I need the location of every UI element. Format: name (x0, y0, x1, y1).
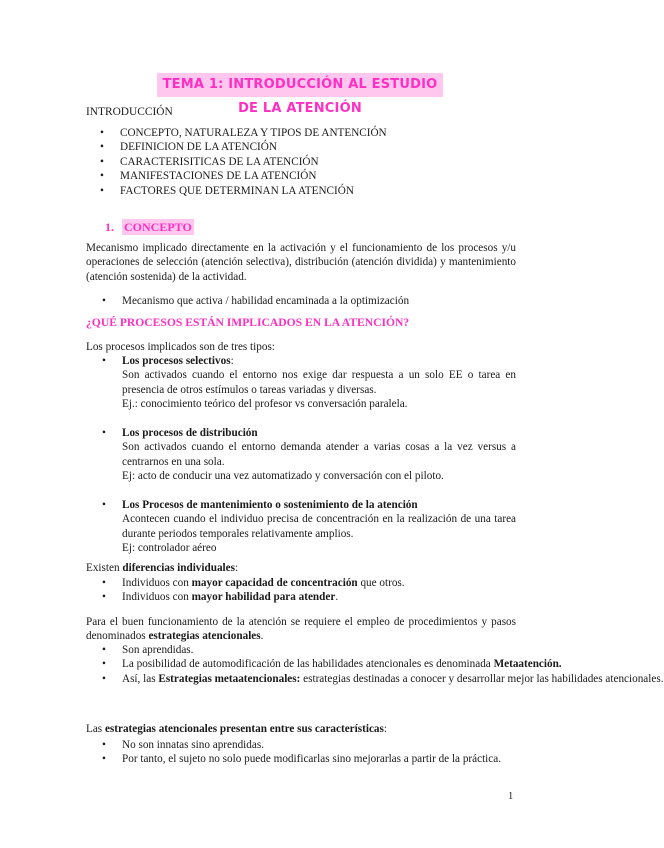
toc-item: • FACTORES QUE DETERMINAN LA ATENCIÓN (100, 184, 387, 198)
process-body: Acontecen cuando el individuo precisa de concentración en la realización de una tarea durante periodos temporales relativamente amplios. (122, 513, 516, 540)
individual-differences-intro: Existen diferencias individuales: (86, 562, 239, 574)
concept-paragraph: Mecanismo implicado directamente en la activación y el funcionamiento de los procesos y/u operaciones de selección (atención selectiva), distribución (atención dividida) y mantenimiento (atención sostenida) de la actividad. (86, 242, 516, 283)
list-item: • Son aprendidas. (102, 643, 516, 657)
page-number: 1 (508, 791, 514, 802)
toc-item: • CONCEPTO, NATURALEZA Y TIPOS DE ANTENCIÓN (100, 126, 387, 140)
process-name: Los Procesos de mantenimiento o sostenimiento de la atención (122, 499, 418, 511)
process-example: Ej.: conocimiento teórico del profesor vs conversación paralela. (122, 398, 408, 411)
process-item-mantenimiento (102, 498, 516, 556)
list-item: • Individuos con mayor capacidad de concentración que otros. (102, 576, 405, 590)
list-item: • Individuos con mayor habilidad para atender. (102, 590, 405, 604)
process-item-selectivos: • Los procesos selectivos: Son activados cuando el entorno nos exige dar respuesta a un solo EE o tarea en presencia de otros estímulos o tareas variadas y diversas. Ej.: conocimiento teórico del profesor vs conversación paralela. (102, 354, 516, 412)
process-name: Los procesos de distribución (122, 427, 258, 439)
list-item: • Por tanto, el sujeto no solo puede modificarlas sino mejorarlas a partir de la práctica. (102, 752, 501, 766)
section-heading-concepto (105, 220, 194, 234)
individual-differences-list (102, 576, 405, 605)
list-item: • La posibilidad de automodificación de las habilidades atencionales es denominada Metaatención. (102, 657, 516, 671)
toc-item: • DEFINICION DE LA ATENCIÓN (100, 140, 387, 154)
characteristics-list (102, 738, 501, 767)
process-name: Los procesos selectivos (122, 355, 231, 367)
process-example: Ej: acto de conducir una vez automatizado y conversación con el piloto. (122, 470, 444, 483)
question-heading: ¿QUÉ PROCESOS ESTÁN IMPLICADOS EN LA ATENCIÓN? (86, 316, 410, 329)
list-item: • Así, las Estrategias metaatencionales: estrategias destinadas a conocer y desarrollar mejor las habilidades atencionales. (102, 672, 516, 686)
concept-bullet: • Mecanismo que activa / habilidad encaminada a la optimización (102, 294, 409, 308)
process-body: Son activados cuando el entorno nos exige dar respuesta a un solo EE o tarea en presencia de otros estímulos o tareas variadas y diversas. (122, 369, 516, 396)
list-item: • No son innatas sino aprendidas. (102, 738, 501, 752)
page-title: TEMA 1: INTRODUCCIÓN AL ESTUDIO DE LA ATENCIÓN (157, 73, 443, 97)
intro-heading: INTRODUCCIÓN (86, 106, 173, 118)
processes-intro: Los procesos implicados son de tres tipos: (86, 341, 275, 353)
strategies-list (102, 643, 664, 686)
toc-item: • MANIFESTACIONES DE LA ATENCIÓN (100, 169, 387, 183)
toc-item: • CARACTERISITICAS DE LA ATENCIÓN (100, 155, 387, 169)
process-example: Ej: controlador aéreo (122, 542, 217, 555)
characteristics-intro: Las estrategias atencionales presentan entre sus características: (86, 723, 387, 735)
section-number: 1. (105, 220, 114, 234)
strategies-intro: Para el buen funcionamiento de la atención se requiere el empleo de procedimientos y pasos denominados estrategias atencionales. (86, 616, 516, 643)
process-item-distribucion (102, 426, 516, 484)
concept-bullet-list (102, 294, 409, 308)
toc-list (100, 126, 387, 198)
section-title: CONCEPTO (124, 220, 192, 234)
process-body: Son activados cuando el entorno demanda atender a varias cosas a la vez versus a centrarnos en una sola. (122, 441, 516, 468)
